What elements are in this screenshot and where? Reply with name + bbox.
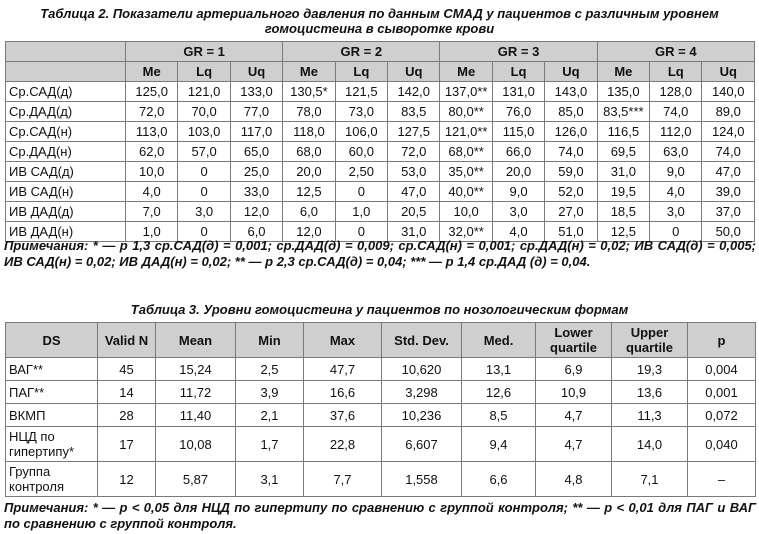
table2-cell: 20,5 (388, 202, 440, 222)
table2-cell: 142,0 (388, 82, 440, 102)
table2-cell: 60,0 (335, 142, 387, 162)
table3-header: Med. (462, 323, 536, 358)
table2-cell: 10,0 (440, 202, 492, 222)
table2-cell: 53,0 (388, 162, 440, 182)
table2-cell: 78,0 (283, 102, 335, 122)
table2-cell: 128,0 (650, 82, 702, 102)
table2-cell: 51,0 (545, 222, 597, 242)
table2-cell: 118,0 (283, 122, 335, 142)
table2-cell: 130,5* (283, 82, 335, 102)
table2-cell: 112,0 (650, 122, 702, 142)
table2-cell: 0 (650, 222, 702, 242)
table3-cell: 10,08 (156, 427, 236, 462)
table2-cell: 126,0 (545, 122, 597, 142)
table3-note: Примечания: * — р < 0,05 для НЦД по гипертипу по сравнению с группой контроля; ** — р < 0,01 для ПАГ и ВАГ по сравнению с группой контроля. (4, 500, 756, 531)
table3-cell: 12 (98, 462, 156, 497)
table2-cell: 47,0 (388, 182, 440, 202)
table2-cell: 0 (178, 182, 230, 202)
table2-cell: 63,0 (650, 142, 702, 162)
table2-cell: 74,0 (545, 142, 597, 162)
table2-subheader: Uq (230, 62, 282, 82)
table2-cell: 83,5 (388, 102, 440, 122)
table2-cell: 39,0 (702, 182, 755, 202)
table3-cell: 2,1 (236, 404, 304, 427)
table2-cell: 76,0 (492, 102, 544, 122)
table3-caption: Таблица 3. Уровни гомоцистеина у пациентов по нозологическим формам (130, 302, 629, 317)
table2-row-label: Ср.САД(н) (6, 122, 126, 142)
table3-cell: 7,7 (304, 462, 382, 497)
table2-cell: 135,0 (597, 82, 649, 102)
table3-row-label: Группа контроля (6, 462, 98, 497)
table2-subheader-row (6, 62, 755, 82)
table3-header: p (688, 323, 756, 358)
table2-cell: 103,0 (178, 122, 230, 142)
table3-header-row (6, 323, 756, 358)
table3-cell: 47,7 (304, 358, 382, 381)
table2-cell: 6,0 (230, 222, 282, 242)
table2-cell: 52,0 (545, 182, 597, 202)
table3-header: Valid N (98, 323, 156, 358)
table3-cell: 1,558 (382, 462, 462, 497)
table2-cell: 12,5 (283, 182, 335, 202)
table3-cell: 3,1 (236, 462, 304, 497)
table3-header: DS (6, 323, 98, 358)
table3-cell: 37,6 (304, 404, 382, 427)
table2-subheader: Me (597, 62, 649, 82)
table3-cell: 28 (98, 404, 156, 427)
table2-cell: 121,5 (335, 82, 387, 102)
table3-cell: 4,7 (536, 427, 612, 462)
table3-cell: 6,9 (536, 358, 612, 381)
table2-group-header: GR = 1 (126, 42, 283, 62)
table3-cell: 5,87 (156, 462, 236, 497)
table2-cell: 137,0** (440, 82, 492, 102)
table2-cell: 9,0 (650, 162, 702, 182)
table2-cell: 140,0 (702, 82, 755, 102)
table2-row-label: ИВ ДАД(д) (6, 202, 126, 222)
table2-cell: 9,0 (492, 182, 544, 202)
table2-cell: 19,5 (597, 182, 649, 202)
table2-row-label: ИВ САД(н) (6, 182, 126, 202)
table3-cell: 9,4 (462, 427, 536, 462)
table2-cell: 131,0 (492, 82, 544, 102)
table3-cell: 11,40 (156, 404, 236, 427)
table3-cell: 10,620 (382, 358, 462, 381)
table3-cell: 0,004 (688, 358, 756, 381)
table2-row (6, 102, 755, 122)
table3-row (6, 381, 756, 404)
table2-cell: 12,0 (230, 202, 282, 222)
table2-cell: 74,0 (702, 142, 755, 162)
table3-cell: 22,8 (304, 427, 382, 462)
table2-cell: 83,5*** (597, 102, 649, 122)
table2-cell: 57,0 (178, 142, 230, 162)
table2 (5, 41, 755, 242)
table3-cell: 6,607 (382, 427, 462, 462)
table3-cell: 10,236 (382, 404, 462, 427)
table2-cell: 72,0 (388, 142, 440, 162)
table3 (5, 322, 756, 497)
table2-cell: 18,5 (597, 202, 649, 222)
table2-row (6, 202, 755, 222)
table2-subheader: Lq (650, 62, 702, 82)
table2-cell: 50,0 (702, 222, 755, 242)
table3-cell: 3,9 (236, 381, 304, 404)
table3-row (6, 404, 756, 427)
table3-cell: 6,6 (462, 462, 536, 497)
table2-cell: 85,0 (545, 102, 597, 122)
table2-row-label: Ср.ДАД(д) (6, 102, 126, 122)
table3-header: Mean (156, 323, 236, 358)
table2-cell: 25,0 (230, 162, 282, 182)
table2-cell: 77,0 (230, 102, 282, 122)
table2-row-label: ИВ ДАД(н) (6, 222, 126, 242)
table2-cell: 116,5 (597, 122, 649, 142)
table2-subheader: Uq (545, 62, 597, 82)
table3-cell: 2,5 (236, 358, 304, 381)
table3-cell: 16,6 (304, 381, 382, 404)
table2-cell: 59,0 (545, 162, 597, 182)
table3-cell: 8,5 (462, 404, 536, 427)
table2-cell: 127,5 (388, 122, 440, 142)
table2-cell: 66,0 (492, 142, 544, 162)
table3-cell: 1,7 (236, 427, 304, 462)
table2-caption: Таблица 2. Показатели артериального давления по данным СМАД у пациентов с различным уровнем гомоцистеина в сыворотке крови (40, 6, 719, 36)
table2-cell: 0 (178, 162, 230, 182)
table2-subheader: Lq (335, 62, 387, 82)
table3-row (6, 427, 756, 462)
table2-subheader: Lq (492, 62, 544, 82)
table3-row-label: ВАГ** (6, 358, 98, 381)
table2-cell: 115,0 (492, 122, 544, 142)
table2-cell: 121,0** (440, 122, 492, 142)
table2-cell: 40,0** (440, 182, 492, 202)
table2-group-header-row (6, 42, 755, 62)
table2-cell: 3,0 (178, 202, 230, 222)
table2-cell: 6,0 (283, 202, 335, 222)
table2-subheader: Me (283, 62, 335, 82)
table3-cell: 4,8 (536, 462, 612, 497)
table2-cell: 4,0 (126, 182, 178, 202)
table2-cell: 65,0 (230, 142, 282, 162)
table2-subheader: Me (126, 62, 178, 82)
table2-cell: 125,0 (126, 82, 178, 102)
table2-cell: 1,0 (126, 222, 178, 242)
table2-note: Примечания: * — р 1,3 ср.САД(д) = 0,001; ср.ДАД(д) = 0,009; ср.САД(н) = 0,001; ср.ДАД(н) = 0,02; ИВ САД(д) = 0,005; ИВ САД(н) = 0,02; ИВ ДАД(н) = 0,02; ** — р 2,3 ср.САД(д) = 0,04; *** — р 1,4 ср.ДАД (д) = 0,04. (4, 238, 756, 269)
table2-cell: 80,0** (440, 102, 492, 122)
table2-cell: 0 (335, 222, 387, 242)
table2-cell: 47,0 (702, 162, 755, 182)
table2-cell: 4,0 (650, 182, 702, 202)
table2-cell: 74,0 (650, 102, 702, 122)
table2-cell: 1,0 (335, 202, 387, 222)
table3-cell: 45 (98, 358, 156, 381)
table2-cell: 117,0 (230, 122, 282, 142)
table2-cell: 69,5 (597, 142, 649, 162)
table3-cell: 7,1 (612, 462, 688, 497)
table2-cell: 3,0 (650, 202, 702, 222)
table3-cell: 0,001 (688, 381, 756, 404)
table3-header: Max (304, 323, 382, 358)
table2-cell: 32,0** (440, 222, 492, 242)
table2-cell: 0 (335, 182, 387, 202)
table3-cell: 14,0 (612, 427, 688, 462)
table2-subheader: Uq (702, 62, 755, 82)
table2-cell: 12,0 (283, 222, 335, 242)
table2-group-header: GR = 3 (440, 42, 597, 62)
table2-cell: 4,0 (492, 222, 544, 242)
table2-body (6, 82, 755, 242)
table2-cell: 89,0 (702, 102, 755, 122)
table2-corner-cell (6, 42, 126, 62)
table2-cell: 10,0 (126, 162, 178, 182)
table2-row (6, 162, 755, 182)
table2-cell: 20,0 (283, 162, 335, 182)
table3-cell: 14 (98, 381, 156, 404)
table2-cell: 72,0 (126, 102, 178, 122)
table3-cell: 3,298 (382, 381, 462, 404)
table2-cell: 113,0 (126, 122, 178, 142)
table2-cell: 31,0 (597, 162, 649, 182)
table3-cell: 19,3 (612, 358, 688, 381)
table3-cell: 12,6 (462, 381, 536, 404)
table2-row-label: Ср.САД(д) (6, 82, 126, 102)
table2-subheader: Lq (178, 62, 230, 82)
table2-cell: 106,0 (335, 122, 387, 142)
table2-subheader: Uq (388, 62, 440, 82)
table2-cell: 121,0 (178, 82, 230, 102)
table2-cell: 0 (178, 222, 230, 242)
table2-cell: 143,0 (545, 82, 597, 102)
table3-cell: 4,7 (536, 404, 612, 427)
table2-cell: 12,5 (597, 222, 649, 242)
table2-cell: 35,0** (440, 162, 492, 182)
table2-cell: 31,0 (388, 222, 440, 242)
table2-group-header: GR = 2 (283, 42, 440, 62)
table2-cell: 3,0 (492, 202, 544, 222)
table3-cell: – (688, 462, 756, 497)
table3-header: Lower quartile (536, 323, 612, 358)
table2-cell: 133,0 (230, 82, 282, 102)
table3-row-label: ВКМП (6, 404, 98, 427)
table3-cell: 13,1 (462, 358, 536, 381)
table2-cell: 33,0 (230, 182, 282, 202)
table3-row-label: ПАГ** (6, 381, 98, 404)
table2-row-label: Ср.ДАД(н) (6, 142, 126, 162)
table2-row-label: ИВ САД(д) (6, 162, 126, 182)
table2-cell: 73,0 (335, 102, 387, 122)
table2-cell: 7,0 (126, 202, 178, 222)
table2-cell: 68,0 (283, 142, 335, 162)
table2-cell: 37,0 (702, 202, 755, 222)
table3-cell: 17 (98, 427, 156, 462)
table2-group-header: GR = 4 (597, 42, 754, 62)
table3-header: Std. Dev. (382, 323, 462, 358)
table2-subheader: Me (440, 62, 492, 82)
table2-cell: 68,0** (440, 142, 492, 162)
table3-cell: 13,6 (612, 381, 688, 404)
table3-header: Upper quartile (612, 323, 688, 358)
table3-cell: 11,3 (612, 404, 688, 427)
table3-cell: 10,9 (536, 381, 612, 404)
table3-row (6, 462, 756, 497)
table2-corner-cell (6, 62, 126, 82)
table3-cell: 0,040 (688, 427, 756, 462)
table3-header: Min (236, 323, 304, 358)
table3-cell: 0,072 (688, 404, 756, 427)
table2-row (6, 182, 755, 202)
table3-body (6, 358, 756, 497)
table2-row (6, 122, 755, 142)
table2-cell: 124,0 (702, 122, 755, 142)
table2-cell: 20,0 (492, 162, 544, 182)
table2-row (6, 142, 755, 162)
table2-cell: 62,0 (126, 142, 178, 162)
table3-cell: 15,24 (156, 358, 236, 381)
table2-cell: 2,50 (335, 162, 387, 182)
table3-row-label: НЦД по гипертипу* (6, 427, 98, 462)
table3-cell: 11,72 (156, 381, 236, 404)
table2-cell: 27,0 (545, 202, 597, 222)
table2-row (6, 82, 755, 102)
table3-row (6, 358, 756, 381)
table2-cell: 70,0 (178, 102, 230, 122)
